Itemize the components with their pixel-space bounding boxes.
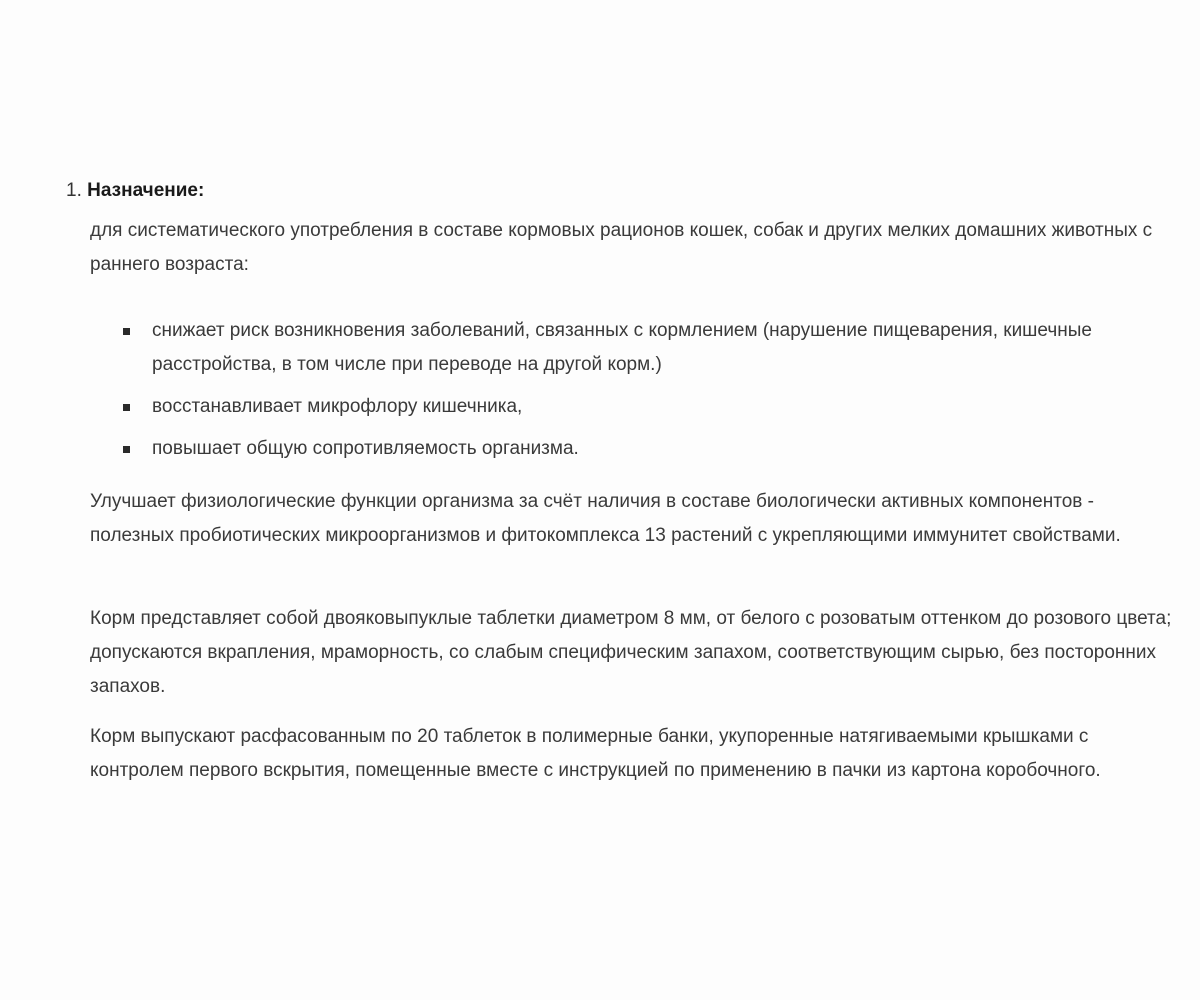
appearance-paragraph: Корм представляет собой двояковыпуклые таблетки диаметром 8 мм, от белого с розоватым оттенком до розового цвета; допускаются вкрапления, мраморность, со слабым специфическим запахом, соответствующим сырью, без посторонних запахов. xyxy=(90,608,1172,697)
list-item-text: восстанавливает микрофлору кишечника, xyxy=(152,396,523,417)
benefits-list xyxy=(120,314,1120,474)
list-item xyxy=(120,390,1120,424)
section-heading xyxy=(66,178,204,204)
section-title: Назначение: xyxy=(87,180,205,201)
square-bullet-icon xyxy=(123,328,130,335)
intro-paragraph: для систематического употребления в составе кормовых рационов кошек, собак и других мелких домашних животных с раннего возраста: xyxy=(90,220,1153,275)
list-item-text: снижает риск возникновения заболеваний, связанных с кормлением (нарушение пищеварения, кишечные расстройства, в том числе при переводе на другой корм.) xyxy=(152,320,1092,375)
list-item xyxy=(120,432,1120,466)
list-item xyxy=(120,314,1120,382)
section-number: 1. xyxy=(66,180,82,201)
packaging-paragraph: Корм выпускают расфасованным по 20 таблеток в полимерные банки, укупоренные натягиваемыми крышками с контролем первого вскрытия, помещенные вместе с инструкцией по применению в пачки из картона коробочного. xyxy=(90,726,1101,781)
square-bullet-icon xyxy=(123,404,130,411)
square-bullet-icon xyxy=(123,446,130,453)
composition-paragraph: Улучшает физиологические функции организма за счёт наличия в составе биологически активных компонентов - полезных пробиотических микроорганизмов и фитокомплекса 13 растений с укрепляющими иммунитет свойствами. xyxy=(90,491,1121,546)
list-item-text: повышает общую сопротивляемость организма. xyxy=(152,438,579,459)
